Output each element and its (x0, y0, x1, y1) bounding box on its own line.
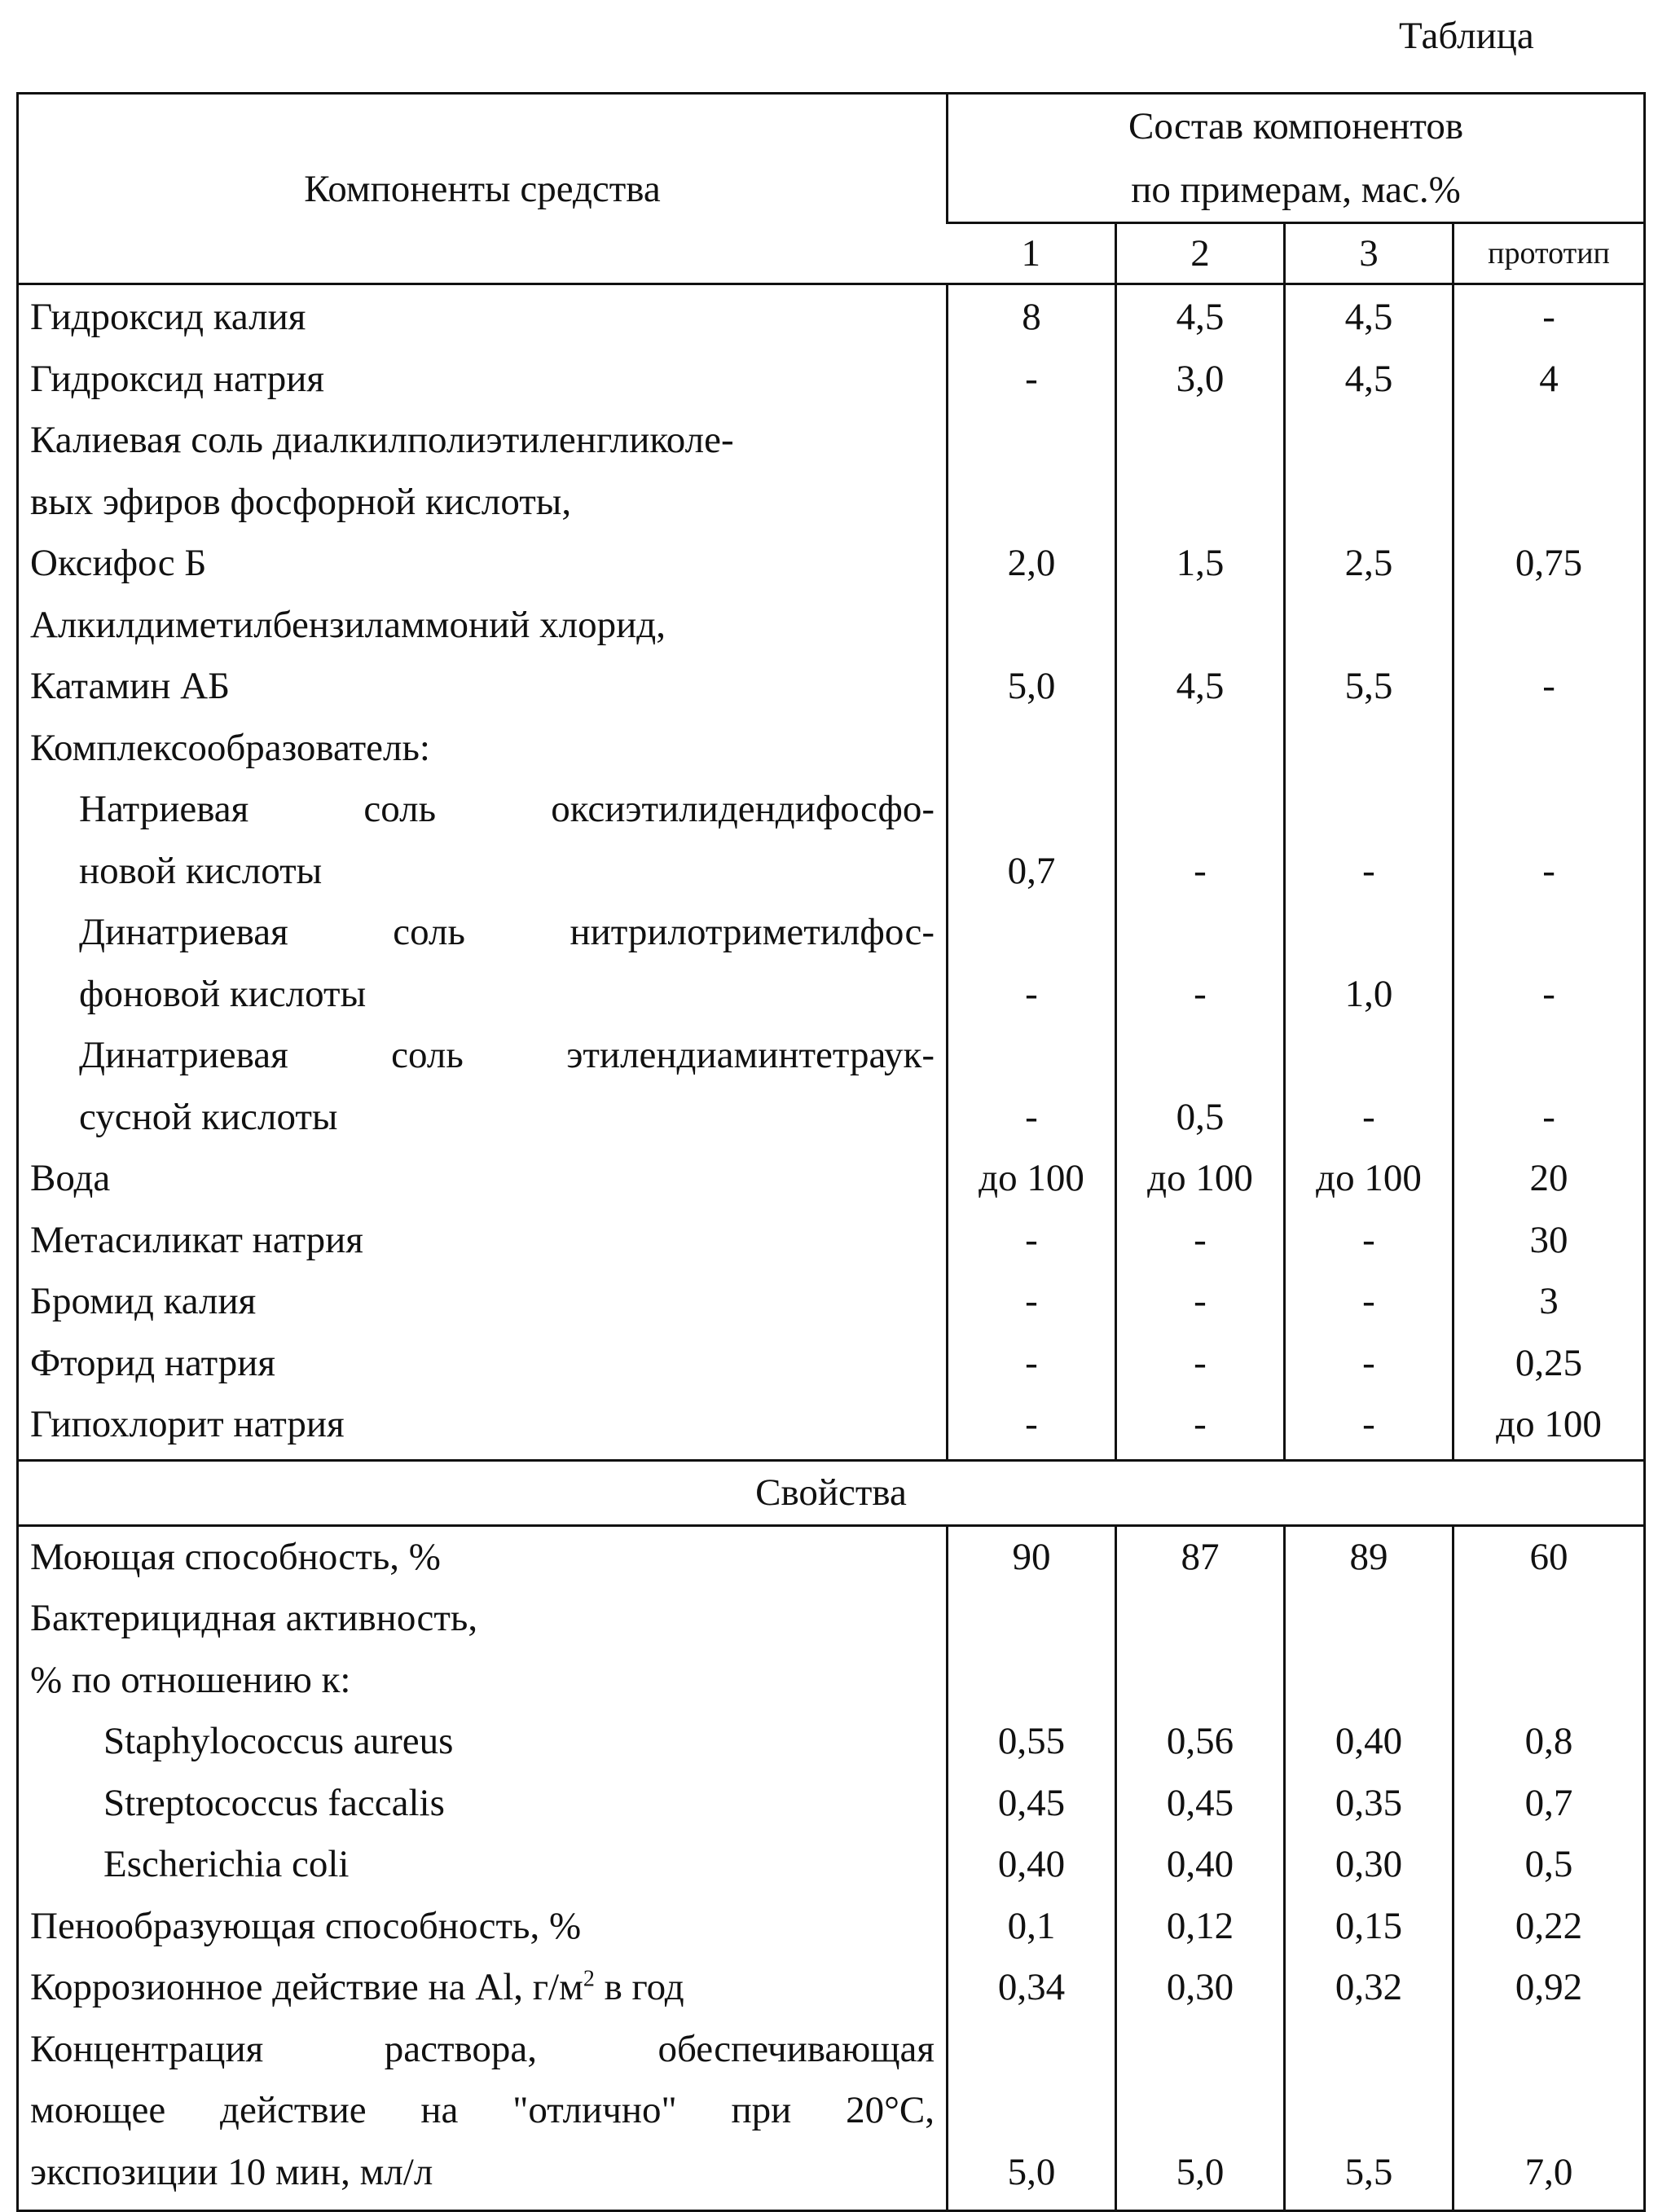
value-cell: 5,0 (1007, 665, 1056, 707)
value-cell: - (1194, 972, 1207, 1015)
component-name: Оксифос Б (30, 542, 207, 584)
component-name: Калиевая соль диалкилполиэтиленгликоле- (30, 419, 734, 461)
value-cell: 0,1 (1007, 1904, 1056, 1947)
value-cell: - (1362, 1280, 1375, 1322)
component-name: Катамин АБ (30, 665, 231, 707)
header-col-prototype: прототип (1453, 223, 1645, 284)
value-cell: - (1362, 1403, 1375, 1445)
value-cell: 89 (1349, 1535, 1388, 1578)
value-cell: до 100 (979, 1157, 1084, 1199)
components-col-1 (948, 284, 1116, 1461)
value-cell: - (1025, 1218, 1038, 1261)
value-cell: 0,75 (1515, 542, 1583, 584)
components-col-prototype (1453, 284, 1645, 1461)
property-name: Концентрация раствора, обеспечивающая (30, 2027, 935, 2070)
value-cell: 3,0 (1176, 357, 1225, 400)
component-name: Вода (30, 1157, 111, 1199)
value-cell: 0,40 (1335, 1720, 1403, 1762)
value-cell: 0,25 (1515, 1341, 1583, 1384)
component-name: Метасиликат натрия (30, 1218, 363, 1261)
property-name: Бактерицидная активность, (30, 1597, 478, 1639)
value-cell: - (1362, 1095, 1375, 1138)
value-cell: - (1362, 1341, 1375, 1384)
value-cell: - (1362, 1218, 1375, 1261)
value-cell: 4,5 (1176, 296, 1225, 338)
value-cell: - (1025, 357, 1038, 400)
components-col-3 (1285, 284, 1453, 1461)
value-cell: - (1194, 1218, 1207, 1261)
value-cell: 2,0 (1007, 542, 1056, 584)
value-cell: до 100 (1496, 1403, 1602, 1445)
value-cell: 2,5 (1344, 542, 1393, 584)
value-cell: 87 (1181, 1535, 1220, 1578)
property-name: Пенообразующая способность, % (30, 1904, 582, 1947)
component-name: вых эфиров фосфорной кислоты, (30, 480, 572, 523)
component-name: новой кислоты (79, 849, 323, 892)
properties-col-1 (948, 1525, 1116, 2211)
component-name: Натриевая соль оксиэтилидендифосфо- (79, 788, 935, 830)
properties-title: Свойства (18, 1460, 1645, 1525)
value-cell: 0,5 (1176, 1095, 1225, 1138)
component-name: Алкилдиметилбензиламмоний хлорид, (30, 603, 666, 646)
value-cell: - (1025, 1280, 1038, 1322)
value-cell: - (1025, 1341, 1038, 1384)
properties-title-row (18, 1460, 1645, 1525)
value-cell: 1,0 (1344, 972, 1393, 1015)
superscript: 2 (583, 1966, 595, 1992)
value-cell: 0,12 (1166, 1904, 1234, 1947)
header-composition-cell (948, 94, 1645, 223)
value-cell: 3 (1539, 1280, 1559, 1322)
value-cell: 5,0 (1007, 2150, 1056, 2193)
value-cell: 0,34 (997, 1966, 1066, 2008)
value-cell: - (1542, 972, 1555, 1015)
properties-col-3 (1285, 1525, 1453, 2211)
property-name: Моющая способность, % (30, 1535, 441, 1578)
component-name: Динатриевая соль этилендиаминтетраук- (79, 1034, 935, 1076)
value-cell: - (1025, 1095, 1038, 1138)
value-cell: - (1542, 1095, 1555, 1138)
value-cell: 0,8 (1524, 1720, 1573, 1762)
components-names (18, 284, 948, 1461)
value-cell: - (1362, 849, 1375, 892)
property-name: % по отношению к: (30, 1658, 351, 1701)
properties-col-2 (1116, 1525, 1285, 2211)
value-cell: - (1194, 849, 1207, 892)
value-cell: 20 (1529, 1157, 1568, 1199)
properties-body (18, 1525, 1645, 2211)
value-cell: - (1542, 849, 1555, 892)
property-name: Escherichia coli (103, 1843, 350, 1885)
header-col-2: 2 (1116, 223, 1285, 284)
component-name: Гидроксид натрия (30, 357, 324, 400)
value-cell: 0,35 (1335, 1781, 1403, 1824)
value-cell: до 100 (1316, 1157, 1422, 1199)
component-name: Комплексообразователь: (30, 726, 430, 769)
value-cell: 0,40 (1166, 1843, 1234, 1885)
value-cell: - (1194, 1341, 1207, 1384)
value-cell: 0,15 (1335, 1904, 1403, 1947)
component-name: Динатриевая соль нитрилотриметилфос- (79, 911, 935, 953)
component-name: сусной кислоты (79, 1095, 338, 1138)
value-cell: 0,92 (1515, 1966, 1583, 2008)
property-name: моющее действие на "отлично" при 20°С, (30, 2089, 935, 2131)
value-cell: 5,0 (1176, 2150, 1225, 2193)
property-name: экспозиции 10 мин, мл/л (30, 2150, 433, 2193)
value-cell: 0,55 (997, 1720, 1066, 1762)
value-cell: 5,5 (1344, 665, 1393, 707)
value-cell: 0,7 (1524, 1781, 1573, 1824)
header-row (18, 94, 1645, 223)
value-cell: 8 (1022, 296, 1041, 338)
properties-col-prototype (1453, 1525, 1645, 2211)
header-components: Компоненты средства (304, 167, 661, 210)
value-cell: 4,5 (1176, 665, 1225, 707)
value-cell: 90 (1012, 1535, 1051, 1578)
value-cell: - (1025, 1403, 1038, 1445)
value-cell: 1,5 (1176, 542, 1225, 584)
value-cell: 30 (1529, 1218, 1568, 1261)
table-caption: Таблица (1399, 15, 1534, 57)
component-name: Гипохлорит натрия (30, 1403, 345, 1445)
properties-names (18, 1525, 948, 2211)
value-cell: до 100 (1147, 1157, 1253, 1199)
value-cell: 5,5 (1344, 2150, 1393, 2193)
header-col-1: 1 (948, 223, 1116, 284)
value-cell: 0,45 (997, 1781, 1066, 1824)
value-cell: 7,0 (1524, 2150, 1573, 2193)
property-name: Streptococcus faccalis (103, 1781, 445, 1824)
value-cell: 0,56 (1166, 1720, 1234, 1762)
header-components-cell (18, 94, 948, 284)
value-cell: 4,5 (1344, 296, 1393, 338)
component-name: Бромид калия (30, 1280, 257, 1322)
value-cell: - (1194, 1403, 1207, 1445)
header-composition-line2: по примерам, мас.% (1131, 169, 1461, 211)
value-cell: 0,30 (1166, 1966, 1234, 2008)
value-cell: 0,5 (1524, 1843, 1573, 1885)
value-cell: 0,40 (997, 1843, 1066, 1885)
value-cell: 0,22 (1515, 1904, 1583, 1947)
value-cell: - (1542, 296, 1555, 338)
value-cell: - (1025, 972, 1038, 1015)
value-cell: - (1542, 665, 1555, 707)
property-name: Staphylococcus aureus (103, 1720, 454, 1762)
property-name: Коррозионное действие на Al, $г/м^2$ в год (30, 1966, 684, 2008)
value-cell: 0,45 (1166, 1781, 1234, 1824)
header-col-3: 3 (1285, 223, 1453, 284)
component-name: Фторид натрия (30, 1341, 276, 1384)
component-name: Гидроксид калия (30, 296, 306, 338)
value-cell: - (1194, 1280, 1207, 1322)
value-cell: 0,7 (1007, 849, 1056, 892)
value-cell: 60 (1529, 1535, 1568, 1578)
value-cell: 0,32 (1335, 1966, 1403, 2008)
value-cell: 0,30 (1335, 1843, 1403, 1885)
value-cell: 4,5 (1344, 357, 1393, 400)
components-body (18, 284, 1645, 1461)
value-cell: 4 (1539, 357, 1559, 400)
components-col-2 (1116, 284, 1285, 1461)
header-composition-line1: Состав компонентов (1128, 105, 1464, 147)
composition-table (16, 92, 1646, 2212)
component-name: фоновой кислоты (79, 972, 367, 1015)
